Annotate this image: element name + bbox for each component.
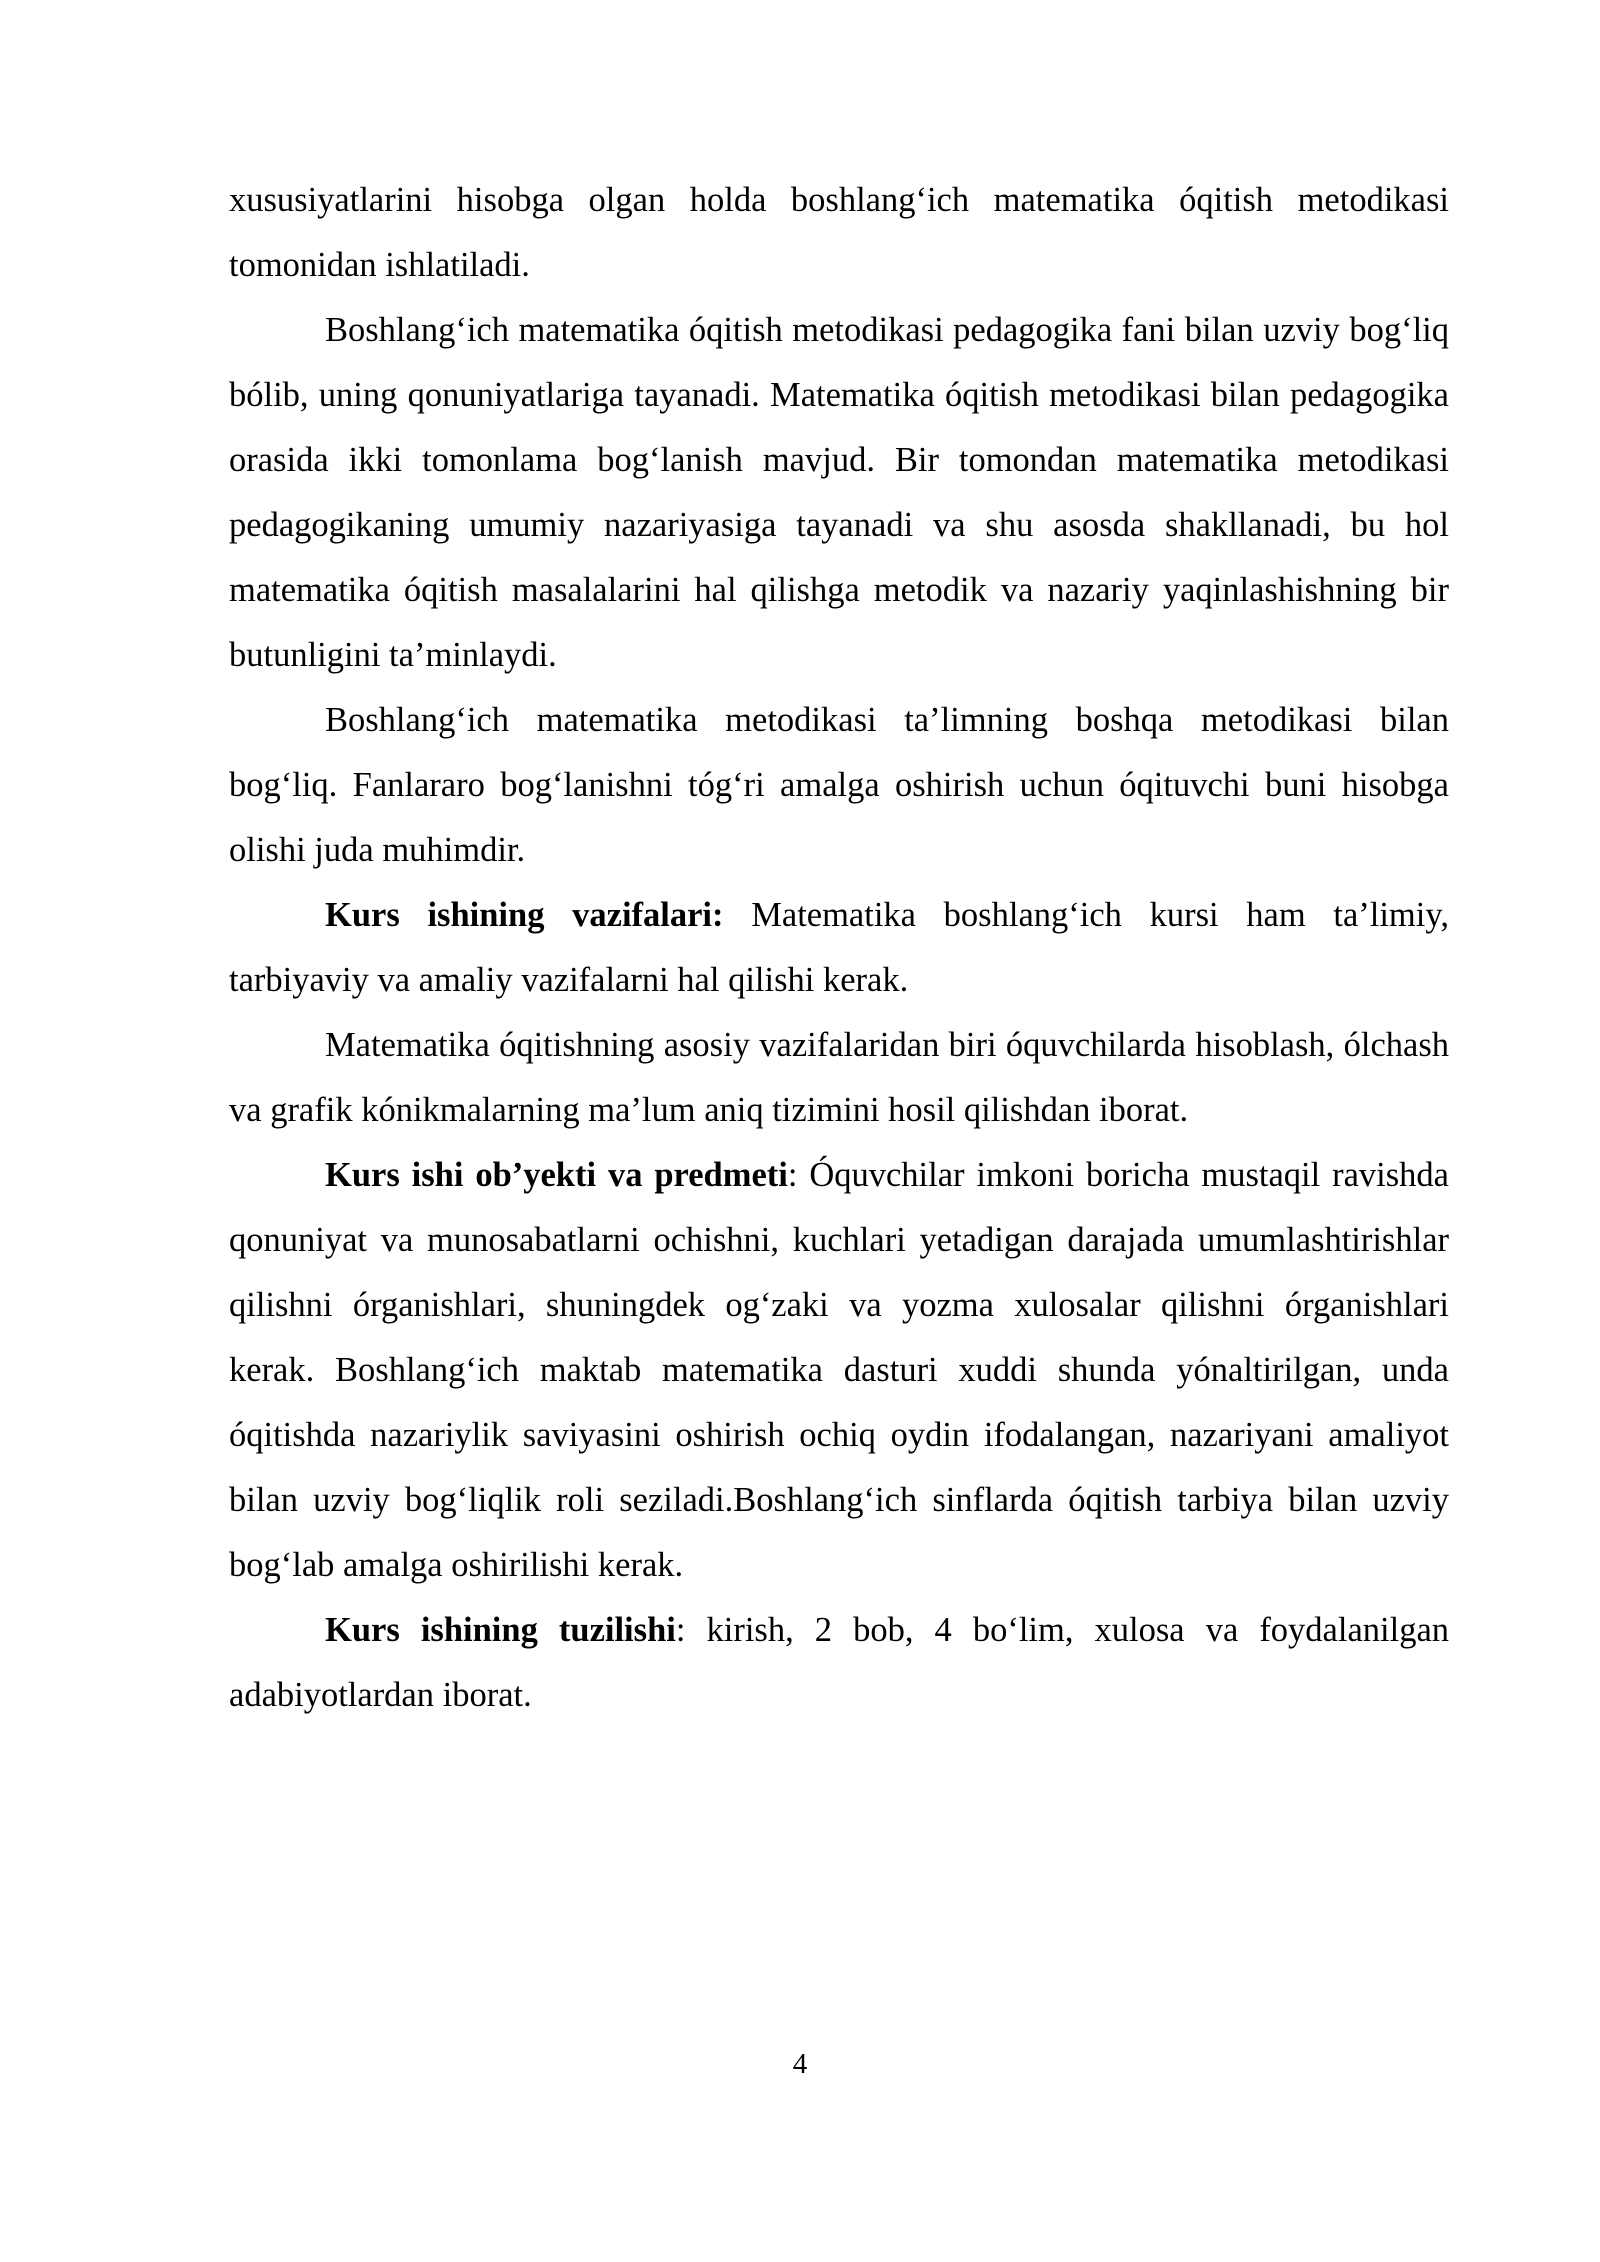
paragraph-text: : Óquvchilar imkoni boricha mustaqil ravishda qonuniyat va munosabatlarni ochishni, kuchlari yetadigan darajada umumlashtirishlar qilishni órganishlari, shuningdek og‘zaki va yozma xulosalar qilishni órganishlari kerak. Boshlang‘ich maktab matematika dasturi xuddi shunda yónaltirilgan, unda óqitishda nazariylik saviyasini oshirish ochiq oydin ifodalangan, nazariyani amaliyot bilan uzviy bog‘liqlik roli seziladi.Boshlang‘ich sinflarda óqitish tarbiya bilan uzviy bog‘lab amalga oshirilishi kerak. bbox=[229, 1156, 1449, 1584]
paragraph-text: Boshlang‘ich matematika metodikasi ta’limning boshqa metodikasi bilan bog‘liq. Fanlararo bog‘lanishni tóg‘ri amalga oshirish uchun óqituvchi buni hisobga olishi juda muhimdir. bbox=[229, 701, 1449, 869]
paragraph-text: Boshlang‘ich matematika óqitish metodikasi pedagogika fani bilan uzviy bog‘liq bólib, uning qonuniyatlariga tayanadi. Matematika óqitish metodikasi bilan pedagogika orasida ikki tomonlama bog‘lanish mavjud. Bir tomondan matematika metodikasi pedagogikaning umumiy nazariyasiga tayanadi va shu asosda shakllanadi, bu hol matematika óqitish masalalarini hal qilishga metodik va nazariy yaqinlashishning bir butunligini ta’minlaydi. bbox=[229, 311, 1449, 674]
paragraph-heading: Kurs ishi ob’yekti va predmeti bbox=[325, 1156, 788, 1194]
paragraph-text: Matematika óqitishning asosiy vazifalaridan biri óquvchilarda hisoblash, ólchash va grafik kónikmalarning ma’lum aniq tizimini hosil qilishdan iborat. bbox=[229, 1026, 1449, 1129]
paragraph-course-structure bbox=[229, 1598, 1449, 1728]
paragraph-pedagogy-link bbox=[229, 298, 1449, 688]
paragraph-heading: Kurs ishining vazifalari: bbox=[325, 896, 724, 934]
paragraph-course-object bbox=[229, 1143, 1449, 1598]
paragraph-text: Matematika boshlang‘ich kursi ham ta’limiy, tarbiyaviy va amaliy vazifalarni hal qilishi kerak. bbox=[229, 896, 1449, 999]
paragraph-methodology-link bbox=[229, 688, 1449, 883]
paragraph-main-task bbox=[229, 1013, 1449, 1143]
paragraph-text: : kirish, 2 bob, 4 bo‘lim, xulosa va foydalanilgan adabiyotlardan iborat. bbox=[229, 1611, 1450, 1714]
page-number: 4 bbox=[792, 2048, 808, 2080]
paragraph-text: xususiyatlarini hisobga olgan holda boshlang‘ich matematika óqitish metodikasi tomonidan ishlatiladi. bbox=[229, 181, 1449, 284]
paragraph-course-tasks bbox=[229, 883, 1449, 1013]
paragraph-heading: Kurs ishining tuzilishi bbox=[325, 1611, 676, 1649]
page-body bbox=[229, 168, 1449, 1728]
paragraph-continuation bbox=[229, 168, 1449, 298]
